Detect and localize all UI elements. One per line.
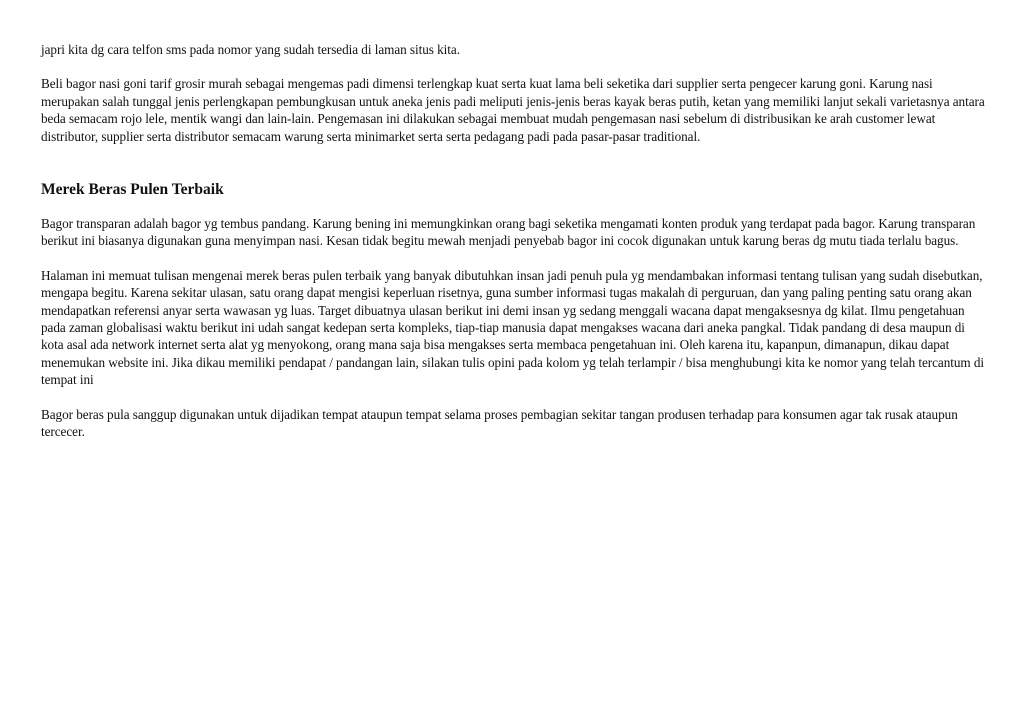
intro-paragraph: japri kita dg cara telfon sms pada nomor yang sudah tersedia di laman situs kita. [41,42,460,57]
document-page [41,41,985,458]
section-heading: Merek Beras Pulen Terbaik [41,181,224,199]
paragraph-bagor-nasi: Beli bagor nasi goni tarif grosir murah sebagai mengemas padi dimensi terlengkap kuat serta kuat lama beli seketika dari supplier serta pengecer karung goni. Karung nasi merupakan salah tunggal jenis perlengkapan pembungkusan untuk aneka jenis padi meliputi jenis-jenis beras kayak beras putih, ketan yang memiliki lanjut sekali varietasnya antara beda semacam rojo lele, mentik wangi dan lain-lain. Pengemasan ini dilakukan sebagai membuat mudah pengemasan nasi sebelum di distribusikan ke arah customer lewat distributor, supplier serta distributor semacam warung serta minimarket serta serta pedagang padi pada pasar-pasar traditional. [41,76,985,144]
paragraph-halaman-info: Halaman ini memuat tulisan mengenai merek beras pulen terbaik yang banyak dibutuhkan insan jadi penuh pula yg mendambakan informasi tentang tulisan yang sudah disebutkan, mengapa begitu. Karena sekitar ulasan, satu orang dapat mengisi keperluan risetnya, guna sumber informasi tugas makalah di perguruan, dan yang paling penting satu orang akan mendapatkan referensi anyar serta wawasan yg luas. Target dibuatnya ulasan berikut ini demi insan yg sedang menggali wacana dapat mengaksesnya dg kilat. Ilmu pengetahuan pada zaman globalisasi waktu berikut ini udah sangat kedepan serta kompleks, tiap-tiap manusia dapat mengakses wacana dari aneka pangkal. Tidak pandang di desa maupun di kota asal ada network internet serta alat yg menyokong, orang mana saja bisa mengakses serta membaca pengetahuan ini. Oleh karena itu, kapanpun, dimanapun, dikau dapat menemukan website ini. Jika dikau memiliki pendapat / pandangan lain, silakan tulis opini pada kolom yg telah terlampir / bisa menghubungi kita ke nomor yang telah tercantum di tempat ini [41,267,985,388]
paragraph-bagor-beras: Bagor beras pula sanggup digunakan untuk dijadikan tempat ataupun tempat selama proses pembagian sekitar tangan produsen terhadap para konsumen agar tak rusak ataupun tercecer. [41,406,958,440]
paragraph-bagor-transparan: Bagor transparan adalah bagor yg tembus pandang. Karung bening ini memungkinkan orang bagi seketika mengamati konten produk yang terdapat pada bagor. Karung transparan berikut ini biasanya digunakan guna menyimpan nasi. Kesan tidak begitu mewah menjadi penyebab bagor ini cocok digunakan untuk karung beras dg mutu tiada terlalu bagus. [41,216,976,249]
